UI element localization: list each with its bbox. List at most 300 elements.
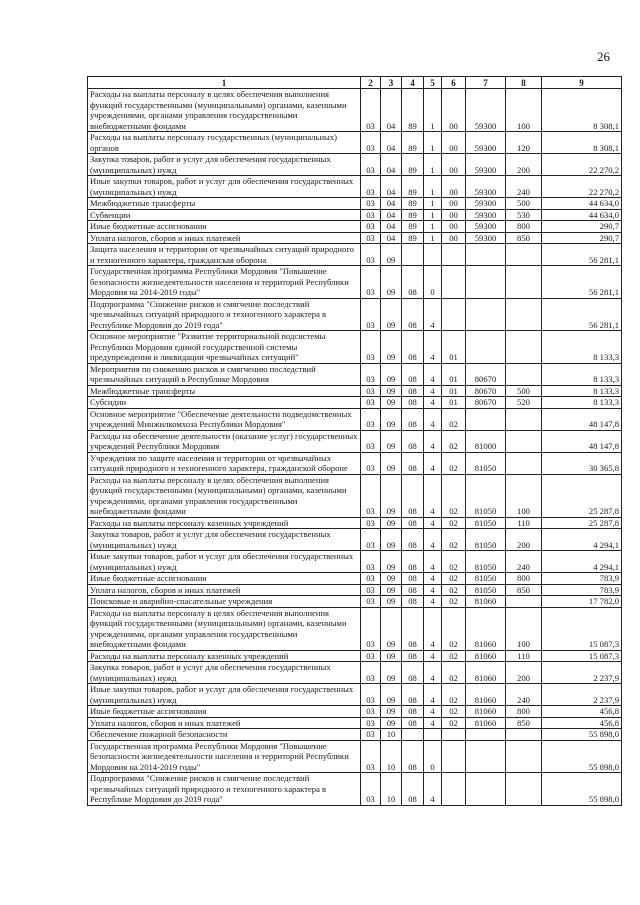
table-row xyxy=(88,740,622,773)
subprogram-cell: 4 xyxy=(424,298,442,331)
vr-cell xyxy=(506,298,542,331)
row-name-cell: Расходы на выплаты персоналу в целях обеспечения выполнения функций государственными (муниципальными) органами, казенными учреждениями, органами управления государственными внебюджетными фондами xyxy=(88,89,361,132)
subprogram-cell: 4 xyxy=(424,584,442,596)
rz-cell: 03 xyxy=(361,773,381,806)
event-cell: 00 xyxy=(442,232,466,244)
sum-cell: 56 281,1 xyxy=(542,266,622,299)
event-cell: 02 xyxy=(442,452,466,474)
sum-cell: 55 898,0 xyxy=(542,729,622,741)
direction-cell xyxy=(466,408,506,430)
row-name-cell: Субвенции xyxy=(88,209,361,221)
table-row xyxy=(88,198,622,210)
event-cell: 02 xyxy=(442,596,466,608)
rz-cell: 03 xyxy=(361,596,381,608)
program-cell: 08 xyxy=(402,331,424,364)
vr-cell xyxy=(506,331,542,364)
sum-cell: 25 287,8 xyxy=(542,474,622,517)
program-cell: 89 xyxy=(402,154,424,176)
sum-cell: 8 133,3 xyxy=(542,363,622,385)
row-name-cell: Субсидии xyxy=(88,397,361,409)
vr-cell xyxy=(506,452,542,474)
vr-cell: 800 xyxy=(506,706,542,718)
rz-cell: 03 xyxy=(361,729,381,741)
row-name-cell: Иные бюджетные ассигнования xyxy=(88,573,361,585)
direction-cell xyxy=(466,266,506,299)
vr-cell: 800 xyxy=(506,221,542,233)
pr-cell: 04 xyxy=(381,221,402,233)
program-cell: 89 xyxy=(402,209,424,221)
subprogram-cell: 4 xyxy=(424,517,442,529)
direction-cell: 81060 xyxy=(466,717,506,729)
row-name-cell: Поисковые и аварийно-спасательные учреждения xyxy=(88,596,361,608)
direction-cell: 81050 xyxy=(466,551,506,573)
vr-cell: 100 xyxy=(506,474,542,517)
row-name-cell: Уплата налогов, сборов и иных платежей xyxy=(88,232,361,244)
table-row xyxy=(88,662,622,684)
table-row xyxy=(88,551,622,573)
pr-cell: 09 xyxy=(381,717,402,729)
direction-cell: 81050 xyxy=(466,474,506,517)
vr-cell: 120 xyxy=(506,132,542,154)
subprogram-cell: 1 xyxy=(424,132,442,154)
subprogram-cell: 0 xyxy=(424,266,442,299)
event-cell: 01 xyxy=(442,363,466,385)
sum-cell: 48 147,8 xyxy=(542,430,622,452)
vr-cell: 520 xyxy=(506,397,542,409)
subprogram-cell: 4 xyxy=(424,363,442,385)
program-cell: 08 xyxy=(402,706,424,718)
program-cell: 89 xyxy=(402,198,424,210)
row-name-cell: Основное мероприятие "Обеспечение деятельности подведомственных учреждений Минжилкомхоза Республики Мордовия" xyxy=(88,408,361,430)
subprogram-cell: 4 xyxy=(424,684,442,706)
vr-cell xyxy=(506,729,542,741)
event-cell: 02 xyxy=(442,584,466,596)
direction-cell: 81050 xyxy=(466,573,506,585)
row-name-cell: Иные закупки товаров, работ и услуг для обеспечения государственных (муниципальных) нужд xyxy=(88,176,361,198)
row-name-cell: Уплата налогов, сборов и иных платежей xyxy=(88,584,361,596)
row-name-cell: Государственная программа Республики Мордовия "Повышение безопасности жизнедеятельности населения и территорий Республики Мордовия на 2014-2019 годы" xyxy=(88,266,361,299)
direction-cell: 80670 xyxy=(466,363,506,385)
direction-cell: 59300 xyxy=(466,209,506,221)
rz-cell: 03 xyxy=(361,650,381,662)
table-row xyxy=(88,584,622,596)
pr-cell: 09 xyxy=(381,517,402,529)
row-name-cell: Расходы на выплаты персоналу в целях обеспечения выполнения функций государственными (муниципальными) органами, казенными учреждениями, органами управления государственными внебюджетными фондами xyxy=(88,474,361,517)
event-cell: 00 xyxy=(442,89,466,132)
pr-cell: 09 xyxy=(381,397,402,409)
pr-cell: 04 xyxy=(381,209,402,221)
vr-cell: 110 xyxy=(506,650,542,662)
event-cell: 02 xyxy=(442,430,466,452)
sum-cell: 8 133,3 xyxy=(542,331,622,364)
pr-cell: 10 xyxy=(381,740,402,773)
sum-cell: 48 147,8 xyxy=(542,408,622,430)
direction-cell: 81050 xyxy=(466,452,506,474)
subprogram-cell: 1 xyxy=(424,198,442,210)
program-cell: 08 xyxy=(402,474,424,517)
vr-cell: 240 xyxy=(506,176,542,198)
table-row xyxy=(88,176,622,198)
direction-cell: 81060 xyxy=(466,684,506,706)
event-cell: 02 xyxy=(442,529,466,551)
subprogram-cell: 4 xyxy=(424,573,442,585)
pr-cell: 04 xyxy=(381,132,402,154)
program-cell: 08 xyxy=(402,363,424,385)
rz-cell: 03 xyxy=(361,154,381,176)
row-name-cell: Государственная программа Республики Мордовия "Повышение безопасности жизнедеятельности населения и территорий Республики Мордовия на 2014-2019 годы" xyxy=(88,740,361,773)
event-cell xyxy=(442,298,466,331)
direction-cell xyxy=(466,740,506,773)
event-cell: 00 xyxy=(442,221,466,233)
pr-cell: 09 xyxy=(381,596,402,608)
column-header: 5 xyxy=(424,77,442,89)
program-cell: 89 xyxy=(402,232,424,244)
direction-cell: 59300 xyxy=(466,221,506,233)
table-row xyxy=(88,706,622,718)
sum-cell: 55 898,0 xyxy=(542,740,622,773)
event-cell: 00 xyxy=(442,176,466,198)
vr-cell: 530 xyxy=(506,209,542,221)
row-name-cell: Закупка товаров, работ и услуг для обеспечения государственных (муниципальных) нужд xyxy=(88,154,361,176)
table-header-row xyxy=(88,77,622,89)
table-row xyxy=(88,474,622,517)
rz-cell: 03 xyxy=(361,474,381,517)
row-name-cell: Иные бюджетные ассигнования xyxy=(88,221,361,233)
table-row xyxy=(88,729,622,741)
row-name-cell: Обеспечение пожарной безопасности xyxy=(88,729,361,741)
vr-cell: 850 xyxy=(506,584,542,596)
event-cell: 02 xyxy=(442,517,466,529)
pr-cell: 04 xyxy=(381,89,402,132)
column-header: 9 xyxy=(542,77,622,89)
vr-cell xyxy=(506,266,542,299)
table-row xyxy=(88,717,622,729)
rz-cell: 03 xyxy=(361,298,381,331)
row-name-cell: Подпрограмма "Снижение рисков и смягчение последствий чрезвычайных ситуаций природного и техногенного характера в Республике Мордовия до 2019 года" xyxy=(88,298,361,331)
pr-cell: 09 xyxy=(381,430,402,452)
pr-cell: 09 xyxy=(381,266,402,299)
vr-cell xyxy=(506,740,542,773)
event-cell: 00 xyxy=(442,132,466,154)
table-row xyxy=(88,244,622,266)
pr-cell: 09 xyxy=(381,584,402,596)
vr-cell: 240 xyxy=(506,684,542,706)
pr-cell: 09 xyxy=(381,684,402,706)
row-name-cell: Закупка товаров, работ и услуг для обеспечения государственных (муниципальных) нужд xyxy=(88,662,361,684)
vr-cell xyxy=(506,773,542,806)
pr-cell: 04 xyxy=(381,232,402,244)
program-cell: 89 xyxy=(402,89,424,132)
direction-cell: 81060 xyxy=(466,662,506,684)
row-name-cell: Межбюджетные трансферты xyxy=(88,198,361,210)
sum-cell: 30 365,8 xyxy=(542,452,622,474)
program-cell: 89 xyxy=(402,176,424,198)
vr-cell xyxy=(506,596,542,608)
rz-cell: 03 xyxy=(361,232,381,244)
row-name-cell: Защита населения и территории от чрезвычайных ситуаций природного и техногенного характера, гражданская оборона xyxy=(88,244,361,266)
rz-cell: 03 xyxy=(361,198,381,210)
row-name-cell: Расходы на выплаты персоналу казенных учреждений xyxy=(88,650,361,662)
program-cell xyxy=(402,244,424,266)
direction-cell: 80670 xyxy=(466,385,506,397)
table-row xyxy=(88,397,622,409)
pr-cell: 09 xyxy=(381,551,402,573)
table-row xyxy=(88,517,622,529)
event-cell: 02 xyxy=(442,607,466,650)
sum-cell: 783,9 xyxy=(542,573,622,585)
program-cell: 08 xyxy=(402,607,424,650)
sum-cell: 8 308,1 xyxy=(542,132,622,154)
event-cell: 01 xyxy=(442,385,466,397)
rz-cell: 03 xyxy=(361,176,381,198)
rz-cell: 03 xyxy=(361,517,381,529)
sum-cell: 56 281,1 xyxy=(542,244,622,266)
subprogram-cell: 4 xyxy=(424,408,442,430)
vr-cell: 200 xyxy=(506,154,542,176)
event-cell: 02 xyxy=(442,573,466,585)
rz-cell: 03 xyxy=(361,266,381,299)
row-name-cell: Расходы на выплаты персоналу в целях обеспечения выполнения функций государственными (муниципальными) органами, казенными учреждениями, органами управления государственными внебюджетными фондами xyxy=(88,607,361,650)
column-header: 3 xyxy=(381,77,402,89)
direction-cell: 59300 xyxy=(466,198,506,210)
table-row xyxy=(88,573,622,585)
subprogram-cell: 0 xyxy=(424,740,442,773)
vr-cell: 500 xyxy=(506,385,542,397)
sum-cell: 4 294,1 xyxy=(542,529,622,551)
sum-cell: 4 294,1 xyxy=(542,551,622,573)
program-cell: 08 xyxy=(402,551,424,573)
sum-cell: 22 270,2 xyxy=(542,154,622,176)
sum-cell: 2 237,9 xyxy=(542,662,622,684)
column-header: 4 xyxy=(402,77,424,89)
direction-cell xyxy=(466,244,506,266)
row-name-cell: Мероприятия по снижению рисков и смягчению последствий чрезвычайных ситуаций в Республике Мордовия xyxy=(88,363,361,385)
vr-cell xyxy=(506,408,542,430)
pr-cell: 09 xyxy=(381,706,402,718)
table-row xyxy=(88,154,622,176)
table-row xyxy=(88,430,622,452)
table-row xyxy=(88,209,622,221)
event-cell: 00 xyxy=(442,209,466,221)
subprogram-cell: 4 xyxy=(424,474,442,517)
sum-cell: 290,7 xyxy=(542,221,622,233)
event-cell: 01 xyxy=(442,397,466,409)
pr-cell: 09 xyxy=(381,474,402,517)
pr-cell: 09 xyxy=(381,662,402,684)
subprogram-cell: 4 xyxy=(424,397,442,409)
direction-cell: 80670 xyxy=(466,397,506,409)
event-cell: 01 xyxy=(442,331,466,364)
row-name-cell: Учреждения по защите населения и территории от чрезвычайных ситуаций природного и техногенного характера, гражданской обороне xyxy=(88,452,361,474)
event-cell: 00 xyxy=(442,154,466,176)
sum-cell: 15 087,3 xyxy=(542,607,622,650)
row-name-cell: Уплата налогов, сборов и иных платежей xyxy=(88,717,361,729)
rz-cell: 03 xyxy=(361,221,381,233)
vr-cell: 200 xyxy=(506,529,542,551)
rz-cell: 03 xyxy=(361,452,381,474)
rz-cell: 03 xyxy=(361,573,381,585)
program-cell: 89 xyxy=(402,221,424,233)
budget-table xyxy=(87,76,622,806)
table-row xyxy=(88,452,622,474)
program-cell: 08 xyxy=(402,596,424,608)
rz-cell: 03 xyxy=(361,132,381,154)
direction-cell: 81060 xyxy=(466,596,506,608)
pr-cell: 09 xyxy=(381,650,402,662)
sum-cell: 456,8 xyxy=(542,706,622,718)
sum-cell: 783,9 xyxy=(542,584,622,596)
vr-cell: 240 xyxy=(506,551,542,573)
sum-cell: 25 287,8 xyxy=(542,517,622,529)
rz-cell: 03 xyxy=(361,684,381,706)
vr-cell: 850 xyxy=(506,717,542,729)
vr-cell xyxy=(506,430,542,452)
row-name-cell: Иные закупки товаров, работ и услуг для обеспечения государственных (муниципальных) нужд xyxy=(88,684,361,706)
rz-cell: 03 xyxy=(361,740,381,773)
event-cell xyxy=(442,773,466,806)
table-row xyxy=(88,408,622,430)
pr-cell: 09 xyxy=(381,244,402,266)
rz-cell: 03 xyxy=(361,244,381,266)
sum-cell: 22 270,2 xyxy=(542,176,622,198)
direction-cell: 81000 xyxy=(466,430,506,452)
table-row xyxy=(88,132,622,154)
table-row xyxy=(88,607,622,650)
vr-cell: 500 xyxy=(506,198,542,210)
program-cell: 08 xyxy=(402,650,424,662)
subprogram-cell: 4 xyxy=(424,650,442,662)
event-cell: 02 xyxy=(442,474,466,517)
rz-cell: 03 xyxy=(361,551,381,573)
table-row xyxy=(88,221,622,233)
direction-cell: 59300 xyxy=(466,176,506,198)
vr-cell: 100 xyxy=(506,89,542,132)
subprogram-cell: 4 xyxy=(424,706,442,718)
row-name-cell: Межбюджетные трансферты xyxy=(88,385,361,397)
rz-cell: 03 xyxy=(361,662,381,684)
table-row xyxy=(88,596,622,608)
program-cell: 08 xyxy=(402,517,424,529)
vr-cell: 100 xyxy=(506,607,542,650)
event-cell: 02 xyxy=(442,408,466,430)
event-cell: 02 xyxy=(442,706,466,718)
rz-cell: 03 xyxy=(361,363,381,385)
rz-cell: 03 xyxy=(361,397,381,409)
program-cell: 08 xyxy=(402,529,424,551)
table-row xyxy=(88,331,622,364)
rz-cell: 03 xyxy=(361,385,381,397)
vr-cell: 110 xyxy=(506,517,542,529)
vr-cell xyxy=(506,244,542,266)
subprogram-cell xyxy=(424,244,442,266)
program-cell: 08 xyxy=(402,584,424,596)
sum-cell: 456,8 xyxy=(542,717,622,729)
direction-cell: 81050 xyxy=(466,529,506,551)
rz-cell: 03 xyxy=(361,89,381,132)
column-header: 1 xyxy=(88,77,361,89)
program-cell: 89 xyxy=(402,132,424,154)
sum-cell: 44 634,0 xyxy=(542,198,622,210)
subprogram-cell: 1 xyxy=(424,176,442,198)
direction-cell: 59300 xyxy=(466,154,506,176)
pr-cell: 09 xyxy=(381,573,402,585)
rz-cell: 03 xyxy=(361,607,381,650)
column-header: 8 xyxy=(506,77,542,89)
vr-cell: 200 xyxy=(506,662,542,684)
pr-cell: 04 xyxy=(381,154,402,176)
pr-cell: 09 xyxy=(381,452,402,474)
subprogram-cell: 4 xyxy=(424,596,442,608)
sum-cell: 8 308,1 xyxy=(542,89,622,132)
subprogram-cell: 4 xyxy=(424,452,442,474)
pr-cell: 09 xyxy=(381,607,402,650)
direction-cell: 59300 xyxy=(466,232,506,244)
direction-cell: 81050 xyxy=(466,584,506,596)
event-cell xyxy=(442,266,466,299)
table-row xyxy=(88,363,622,385)
direction-cell xyxy=(466,729,506,741)
rz-cell: 03 xyxy=(361,529,381,551)
subprogram-cell: 4 xyxy=(424,607,442,650)
subprogram-cell: 4 xyxy=(424,529,442,551)
program-cell xyxy=(402,729,424,741)
rz-cell: 03 xyxy=(361,209,381,221)
sum-cell: 2 237,9 xyxy=(542,684,622,706)
event-cell: 02 xyxy=(442,650,466,662)
column-header: 7 xyxy=(466,77,506,89)
event-cell: 02 xyxy=(442,551,466,573)
direction-cell: 59300 xyxy=(466,89,506,132)
subprogram-cell: 4 xyxy=(424,773,442,806)
pr-cell: 04 xyxy=(381,198,402,210)
sum-cell: 8 133,3 xyxy=(542,397,622,409)
row-name-cell: Расходы на выплаты персоналу казенных учреждений xyxy=(88,517,361,529)
table-row xyxy=(88,385,622,397)
program-cell: 08 xyxy=(402,717,424,729)
row-name-cell: Иные бюджетные ассигнования xyxy=(88,706,361,718)
program-cell: 08 xyxy=(402,397,424,409)
vr-cell xyxy=(506,363,542,385)
program-cell: 08 xyxy=(402,684,424,706)
table-row xyxy=(88,650,622,662)
subprogram-cell: 4 xyxy=(424,717,442,729)
program-cell: 08 xyxy=(402,266,424,299)
event-cell: 00 xyxy=(442,198,466,210)
pr-cell: 09 xyxy=(381,408,402,430)
sum-cell: 55 898,0 xyxy=(542,773,622,806)
rz-cell: 03 xyxy=(361,717,381,729)
rz-cell: 03 xyxy=(361,706,381,718)
row-name-cell: Подпрограмма "Снижение рисков и смягчение последствий чрезвычайных ситуаций природного и техногенного характера в Республике Мордовия до 2019 года" xyxy=(88,773,361,806)
vr-cell: 850 xyxy=(506,232,542,244)
program-cell: 08 xyxy=(402,573,424,585)
table-body xyxy=(88,89,622,806)
rz-cell: 03 xyxy=(361,331,381,364)
table-row xyxy=(88,232,622,244)
program-cell: 08 xyxy=(402,452,424,474)
direction-cell xyxy=(466,773,506,806)
rz-cell: 03 xyxy=(361,584,381,596)
event-cell: 02 xyxy=(442,717,466,729)
subprogram-cell: 1 xyxy=(424,154,442,176)
sum-cell: 44 634,0 xyxy=(542,209,622,221)
event-cell: 02 xyxy=(442,684,466,706)
program-cell: 08 xyxy=(402,773,424,806)
column-header: 6 xyxy=(442,77,466,89)
program-cell: 08 xyxy=(402,740,424,773)
subprogram-cell: 4 xyxy=(424,385,442,397)
event-cell xyxy=(442,740,466,773)
